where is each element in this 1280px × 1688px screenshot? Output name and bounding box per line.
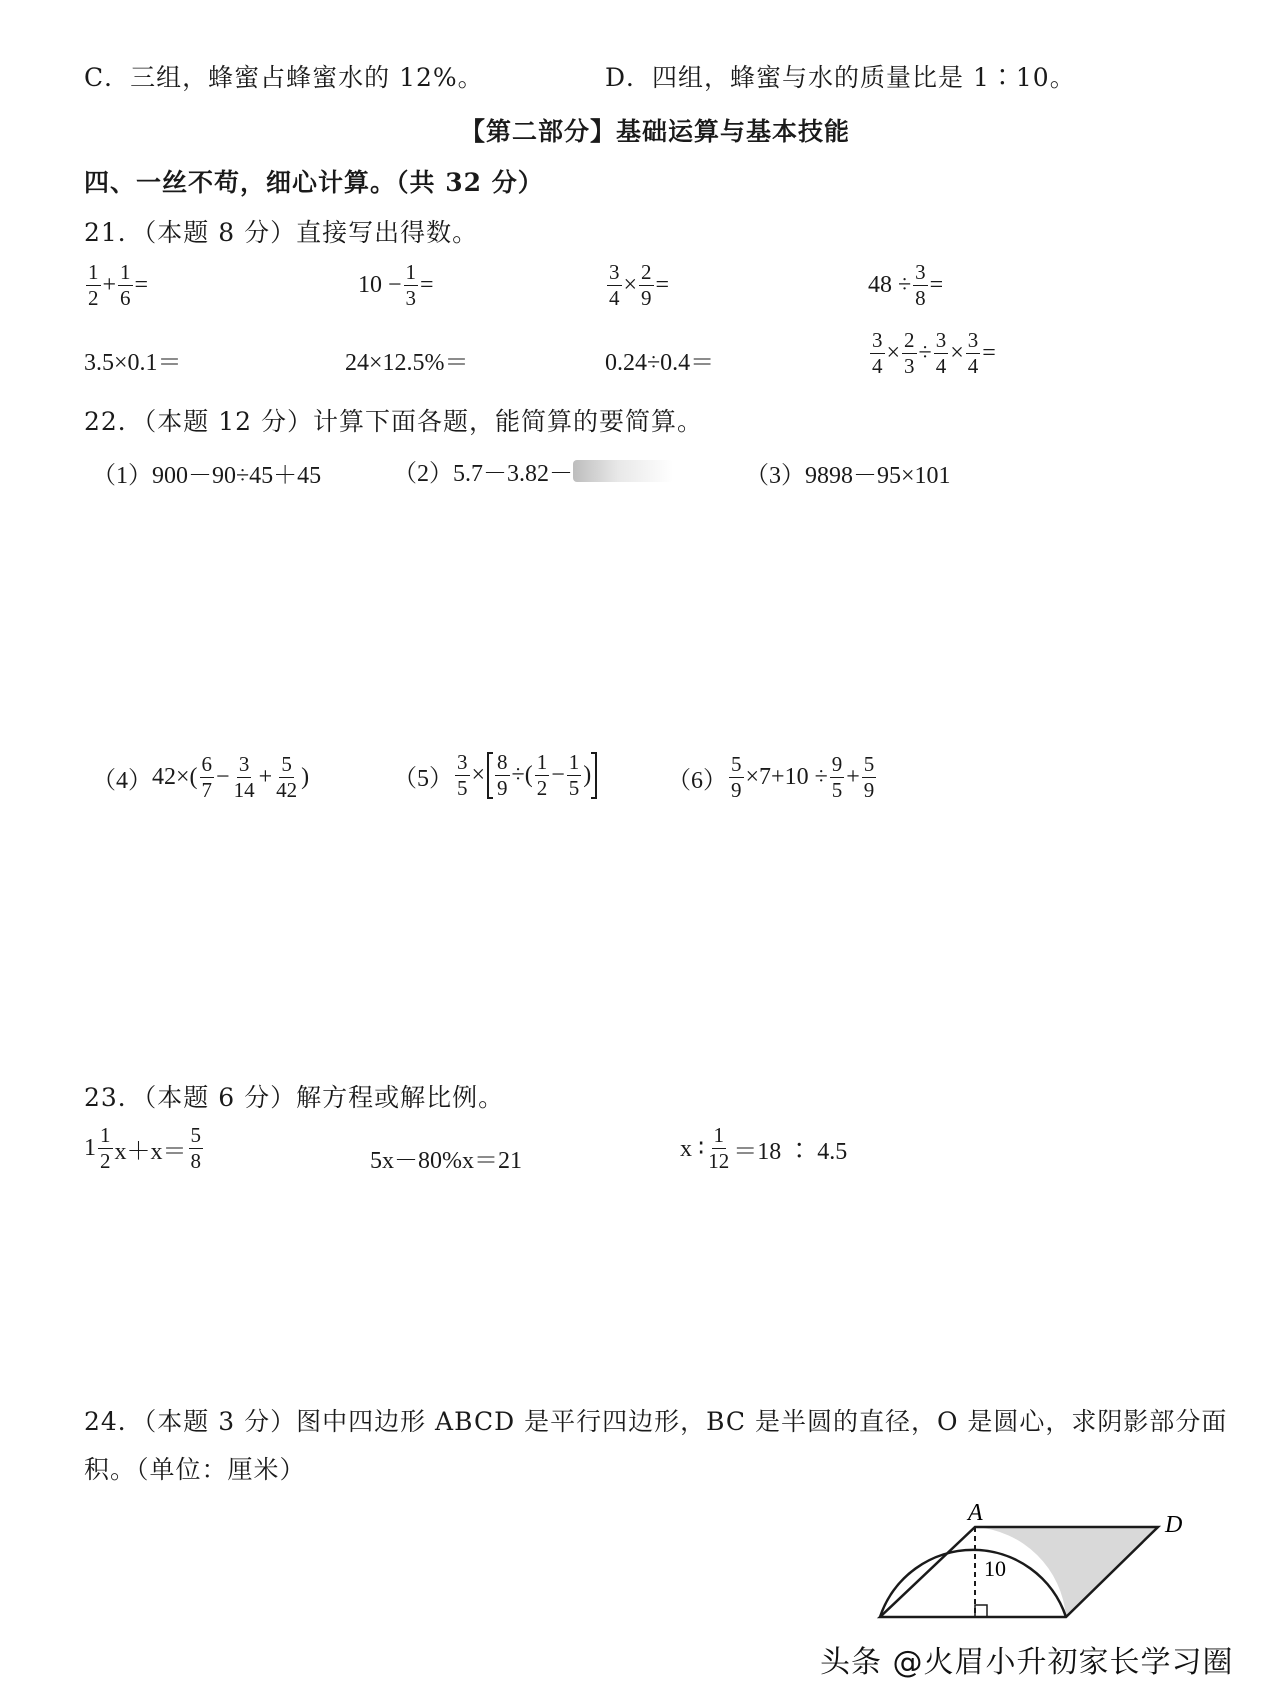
right-angle-mark: [975, 1605, 987, 1617]
semicircle-arc: [880, 1550, 1066, 1617]
q24-title: 24．（本题 3 分）图中四边形 ABCD 是平行四边形，BC 是半圆的直径，O 是圆心，求阴影部分面: [84, 1407, 1228, 1436]
q23-eq-2: 5x－80%x＝21: [370, 1148, 522, 1174]
section-title: 【第二部分】基础运算与基本技能: [460, 117, 851, 146]
q21-item-5: 3.5×0.1＝: [84, 350, 182, 376]
q22-part-4-label: （4）: [92, 768, 152, 794]
q21-item-4: 48 ÷ $\frac{3}{8}$ =: [868, 260, 944, 310]
q22-part-5-label: （5）: [393, 766, 453, 792]
q22-part-4: （4） 42×( $\frac{6}{7}$ − $\frac{3}{14}$ + $\frac{5}{42}$ ): [92, 752, 310, 802]
q21-item-7: 0.24÷0.4＝: [605, 350, 715, 376]
label-d: D: [1165, 1512, 1183, 1538]
option-d: D．四组，蜂蜜与水的质量比是 1∶10。: [605, 63, 1076, 92]
q21-item-1: $\frac{1}{2}$ + $\frac{1}{6}$ =: [88, 260, 149, 310]
q21-item-8: $\frac{3}{4}$ × $\frac{2}{3}$ ÷ $\frac{3}{4}$ × $\frac{3}{4}$ =: [872, 328, 996, 378]
q22-part-2: [393, 453, 673, 488]
q21-item-2: 10 − $\frac{1}{3}$ =: [358, 260, 434, 310]
q21-item-3: $\frac{3}{4}$ × $\frac{2}{9}$ =: [609, 260, 670, 310]
q21-item-6: 24×12.5%＝: [345, 350, 469, 376]
q22-part-3: （3）9898－95×101: [745, 463, 951, 489]
q21-title: 21．（本题 8 分）直接写出得数。: [84, 218, 479, 247]
q23-eq-1: 1 $\frac{1}{2}$ x＋x＝ $\frac{5}{8}$: [84, 1123, 201, 1173]
q22-part-2-text: （2）5.7－3.82－: [393, 461, 573, 487]
label-a: A: [968, 1500, 983, 1526]
blurred-region: [573, 460, 673, 482]
watermark: 头条 @火眉小升初家长学习圈: [820, 1645, 1234, 1680]
q22-part-5: （5） $\frac{3}{5}$ × $\frac{8}{9}$ ÷( $\frac{1}{2}$ − $\frac{1}{5}$ ): [393, 752, 599, 799]
q22-part-6-label: （6）: [667, 768, 727, 794]
height-label: 10: [984, 1556, 1006, 1581]
option-c: C．三组，蜂蜜占蜂蜜水的 12%。: [84, 63, 484, 92]
q22-part-1: （1）900－90÷45＋45: [92, 463, 322, 489]
q23-eq-3: x ∶ $\frac{1}{12}$ ＝18 ∶ 4.5: [680, 1123, 848, 1173]
part4-title: 四、一丝不苟，细心计算。（共 32 分）: [84, 168, 544, 197]
q22-title: 22．（本题 12 分）计算下面各题，能简算的要简算。: [84, 407, 704, 436]
q23-title: 23．（本题 6 分）解方程或解比例。: [84, 1083, 505, 1112]
q24-title-cont: 积。（单位：厘米）: [84, 1455, 306, 1484]
q22-part-6: （6） $\frac{5}{9}$ ×7+10 ÷ $\frac{9}{5}$ + $\frac{5}{9}$: [667, 752, 875, 802]
